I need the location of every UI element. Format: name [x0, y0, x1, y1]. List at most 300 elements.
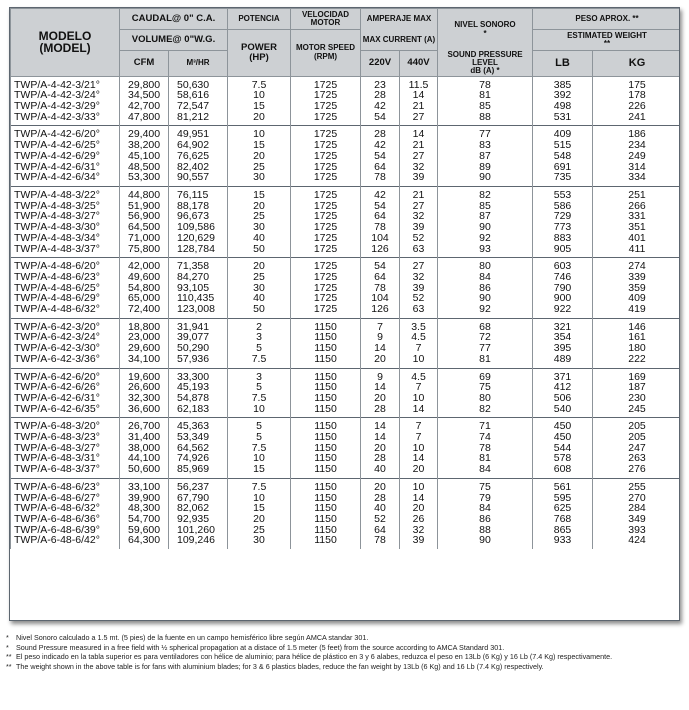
- hp-cell: 15: [228, 464, 291, 478]
- estimated-weight-mark: **: [603, 39, 611, 48]
- model-cell: TWP/A-6-48-6/23°: [11, 478, 120, 492]
- footnote-mark: **: [6, 652, 12, 662]
- amp-220-cell: 126: [361, 304, 400, 318]
- hp-cell: 3: [228, 368, 291, 382]
- weight-lb-cell: 773: [533, 222, 593, 233]
- model-cell: TWP/A-4-48-3/34°: [11, 233, 120, 244]
- table-row: [11, 318, 681, 332]
- model-label: (MODEL): [39, 41, 91, 56]
- amp-440-cell: 14: [400, 126, 438, 140]
- weight-kg-cell: 411: [593, 244, 680, 258]
- amp-440-cell: 4.5: [400, 368, 438, 382]
- table-row: [11, 283, 681, 294]
- model-cell: TWP/A-4-42-3/21°: [11, 76, 120, 90]
- rpm-cell: 1150: [291, 432, 361, 443]
- amp-220-cell: 64: [361, 272, 400, 283]
- model-cell: TWP/A-4-48-6/29°: [11, 293, 120, 304]
- amp-440-cell: 26: [400, 514, 438, 525]
- m3hr-cell: 96,673: [169, 211, 228, 222]
- cfm-cell: 56,900: [120, 211, 169, 222]
- amp-440-cell: 7: [400, 343, 438, 354]
- table-row: [11, 432, 681, 443]
- amp-220-cell: 78: [361, 222, 400, 233]
- fan-spec-table: [10, 8, 680, 549]
- hp-cell: 5: [228, 382, 291, 393]
- rpm-cell: 1150: [291, 404, 361, 418]
- sound-cell: 84: [438, 272, 533, 283]
- m3hr-cell: 76,625: [169, 151, 228, 162]
- rpm-cell: 1725: [291, 201, 361, 212]
- hp-cell: 7.5: [228, 393, 291, 404]
- table-row: [11, 172, 681, 186]
- rpm-cell: 1725: [291, 233, 361, 244]
- weight-lb-cell: 578: [533, 453, 593, 464]
- rpm-cell: 1150: [291, 318, 361, 332]
- hp-cell: 5: [228, 418, 291, 432]
- cfm-cell: 29,600: [120, 343, 169, 354]
- table-row: [11, 201, 681, 212]
- table-row: [11, 244, 681, 258]
- footnote-mark: **: [6, 661, 12, 671]
- amp-220-cell: 64: [361, 211, 400, 222]
- sound-cell: 86: [438, 514, 533, 525]
- m3hr-cell: 39,077: [169, 332, 228, 343]
- amp-220-cell: 54: [361, 151, 400, 162]
- sound-cell: 77: [438, 343, 533, 354]
- rpm-cell: 1725: [291, 258, 361, 272]
- weight-lb-cell: 922: [533, 304, 593, 318]
- m3hr-cell: 74,926: [169, 453, 228, 464]
- sound-cell: 77: [438, 126, 533, 140]
- cfm-cell: 48,300: [120, 503, 169, 514]
- amp-440-cell: 20: [400, 503, 438, 514]
- cfm-header: CFM: [120, 51, 169, 77]
- model-header: [11, 9, 120, 77]
- m3hr-cell: 58,616: [169, 90, 228, 101]
- hp-cell: 25: [228, 211, 291, 222]
- weight-kg-cell: 334: [593, 172, 680, 186]
- cfm-cell: 71,000: [120, 233, 169, 244]
- weight-lb-cell: 395: [533, 343, 593, 354]
- rpm-label: (RPM): [313, 51, 338, 61]
- cfm-cell: 29,800: [120, 76, 169, 90]
- weight-lb-cell: 691: [533, 162, 593, 173]
- weight-lb-cell: 412: [533, 382, 593, 393]
- rpm-cell: 1150: [291, 354, 361, 368]
- model-cell: TWP/A-6-42-6/26°: [11, 382, 120, 393]
- sound-cell: 69: [438, 368, 533, 382]
- sound-cell: 87: [438, 151, 533, 162]
- sound-cell: 78: [438, 76, 533, 90]
- weight-lb-cell: 561: [533, 478, 593, 492]
- weight-kg-cell: 247: [593, 443, 680, 454]
- cfm-cell: 23,000: [120, 332, 169, 343]
- weight-lb-cell: 506: [533, 393, 593, 404]
- amp-440-cell: 14: [400, 493, 438, 504]
- amp-220-cell: 104: [361, 293, 400, 304]
- sound-cell: 81: [438, 453, 533, 464]
- model-cell: TWP/A-4-48-6/20°: [11, 258, 120, 272]
- rpm-cell: 1150: [291, 443, 361, 454]
- motor-speed-header: [291, 30, 361, 77]
- table-row: [11, 272, 681, 283]
- m3hr-cell: 76,115: [169, 187, 228, 201]
- table-row: [11, 332, 681, 343]
- footnote-mark: *: [6, 633, 9, 642]
- cfm-cell: 31,400: [120, 432, 169, 443]
- model-cell: TWP/A-4-48-6/32°: [11, 304, 120, 318]
- weight-kg-cell: 251: [593, 187, 680, 201]
- weight-kg-cell: 205: [593, 418, 680, 432]
- cfm-cell: 50,600: [120, 464, 169, 478]
- cfm-cell: 48,500: [120, 162, 169, 173]
- cfm-cell: 44,100: [120, 453, 169, 464]
- footnote-text: Sound Pressure measured in a free field with ½ spherical propagation at a distace of 1.5 meter (5 feet) from the source according to AMCA Standard 301.: [16, 642, 505, 652]
- rpm-cell: 1725: [291, 172, 361, 186]
- rpm-cell: 1150: [291, 525, 361, 536]
- amp-440-cell: 10: [400, 354, 438, 368]
- model-cell: TWP/A-6-48-6/27°: [11, 493, 120, 504]
- cfm-cell: 72,400: [120, 304, 169, 318]
- velocidad-header: VELOCIDAD MOTOR: [291, 9, 361, 30]
- rpm-cell: 1150: [291, 368, 361, 382]
- table-row: [11, 368, 681, 382]
- hp-cell: 7.5: [228, 354, 291, 368]
- volume-header: VOLUME@ 0"W.G.: [120, 30, 228, 51]
- amp-220-cell: 78: [361, 172, 400, 186]
- rpm-cell: 1725: [291, 304, 361, 318]
- amp-440-cell: 27: [400, 112, 438, 126]
- hp-label: (HP): [249, 51, 269, 63]
- rpm-cell: 1150: [291, 343, 361, 354]
- cfm-cell: 75,800: [120, 244, 169, 258]
- m3hr-cell: 64,902: [169, 140, 228, 151]
- hp-cell: 25: [228, 272, 291, 283]
- amp-440-cell: 39: [400, 535, 438, 549]
- table-row: [11, 503, 681, 514]
- table-row: [11, 535, 681, 549]
- amp-440-cell: 27: [400, 258, 438, 272]
- weight-lb-cell: 409: [533, 126, 593, 140]
- amp-220-cell: 40: [361, 503, 400, 514]
- table-row: [11, 393, 681, 404]
- weight-kg-cell: 230: [593, 393, 680, 404]
- cfm-cell: 54,800: [120, 283, 169, 294]
- sound-cell: 85: [438, 201, 533, 212]
- model-cell: TWP/A-6-48-3/20°: [11, 418, 120, 432]
- model-cell: TWP/A-4-42-6/34°: [11, 172, 120, 186]
- m3hr-cell: 53,349: [169, 432, 228, 443]
- amp-440-cell: 63: [400, 244, 438, 258]
- hp-cell: 10: [228, 453, 291, 464]
- cfm-cell: 47,800: [120, 112, 169, 126]
- potencia-header: POTENCIA: [228, 9, 291, 30]
- v440-header: 440V: [400, 51, 438, 77]
- sound-cell: 90: [438, 535, 533, 549]
- cfm-cell: 34,500: [120, 90, 169, 101]
- weight-lb-cell: 625: [533, 503, 593, 514]
- rpm-cell: 1725: [291, 222, 361, 233]
- table-row: [11, 478, 681, 492]
- amp-440-cell: 14: [400, 453, 438, 464]
- sound-cell: 86: [438, 283, 533, 294]
- weight-lb-cell: 544: [533, 443, 593, 454]
- power-label: POWER: [241, 41, 277, 53]
- amp-440-cell: 10: [400, 393, 438, 404]
- kg-header: KG: [593, 51, 680, 77]
- weight-lb-cell: 385: [533, 76, 593, 90]
- estimated-weight-label: ESTIMATED WEIGHT: [567, 30, 647, 40]
- hp-cell: 20: [228, 112, 291, 126]
- hp-cell: 30: [228, 222, 291, 233]
- rpm-cell: 1150: [291, 453, 361, 464]
- model-cell: TWP/A-4-42-6/20°: [11, 126, 120, 140]
- weight-kg-cell: 245: [593, 404, 680, 418]
- m3hr-cell: 50,290: [169, 343, 228, 354]
- weight-kg-cell: 186: [593, 126, 680, 140]
- m3hr-cell: 45,363: [169, 418, 228, 432]
- rpm-cell: 1150: [291, 514, 361, 525]
- m3hr-cell: 71,358: [169, 258, 228, 272]
- weight-lb-cell: 531: [533, 112, 593, 126]
- amp-440-cell: 27: [400, 201, 438, 212]
- amp-220-cell: 126: [361, 244, 400, 258]
- weight-lb-cell: 498: [533, 101, 593, 112]
- weight-lb-cell: 933: [533, 535, 593, 549]
- sound-cell: 90: [438, 172, 533, 186]
- hp-cell: 30: [228, 172, 291, 186]
- estimated-weight-header: [533, 30, 680, 51]
- table-row: [11, 304, 681, 318]
- cfm-cell: 26,600: [120, 382, 169, 393]
- max-current-header: MAX CURRENT (A): [361, 30, 438, 51]
- weight-lb-cell: 392: [533, 90, 593, 101]
- weight-lb-cell: 729: [533, 211, 593, 222]
- amp-220-cell: 78: [361, 535, 400, 549]
- amp-220-cell: 28: [361, 453, 400, 464]
- footnote-text: Nivel Sonoro calculado a 1.5 mt. (5 pies) de la fuente en un campo hemisférico libre según AMCA standar 301.: [16, 633, 369, 642]
- weight-lb-cell: 515: [533, 140, 593, 151]
- amp-220-cell: 14: [361, 343, 400, 354]
- model-cell: TWP/A-4-48-6/23°: [11, 272, 120, 283]
- amp-220-cell: 14: [361, 382, 400, 393]
- m3hr-cell: 123,008: [169, 304, 228, 318]
- m3hr-cell: 110,435: [169, 293, 228, 304]
- weight-kg-cell: 161: [593, 332, 680, 343]
- cfm-cell: 29,400: [120, 126, 169, 140]
- model-cell: TWP/A-6-48-3/27°: [11, 443, 120, 454]
- rpm-cell: 1725: [291, 140, 361, 151]
- amp-220-cell: 64: [361, 525, 400, 536]
- hp-cell: 25: [228, 162, 291, 173]
- amp-220-cell: 28: [361, 493, 400, 504]
- weight-kg-cell: 178: [593, 90, 680, 101]
- hp-cell: 20: [228, 258, 291, 272]
- rpm-cell: 1725: [291, 293, 361, 304]
- model-cell: TWP/A-6-48-6/36°: [11, 514, 120, 525]
- weight-kg-cell: 284: [593, 503, 680, 514]
- weight-lb-cell: 595: [533, 493, 593, 504]
- cfm-cell: 64,300: [120, 535, 169, 549]
- cfm-cell: 32,300: [120, 393, 169, 404]
- rpm-cell: 1725: [291, 187, 361, 201]
- model-cell: TWP/A-4-42-6/31°: [11, 162, 120, 173]
- hp-cell: 10: [228, 404, 291, 418]
- amp-220-cell: 7: [361, 318, 400, 332]
- m3hr-cell: 101,260: [169, 525, 228, 536]
- model-cell: TWP/A-4-48-3/30°: [11, 222, 120, 233]
- sound-cell: 79: [438, 493, 533, 504]
- table-row: [11, 112, 681, 126]
- cfm-cell: 54,700: [120, 514, 169, 525]
- sound-cell: 88: [438, 525, 533, 536]
- m3hr-cell: 109,246: [169, 535, 228, 549]
- weight-kg-cell: 226: [593, 101, 680, 112]
- m3hr-cell: 88,178: [169, 201, 228, 212]
- sound-cell: 93: [438, 244, 533, 258]
- rpm-cell: 1150: [291, 535, 361, 549]
- table-row: [11, 222, 681, 233]
- sound-cell: 89: [438, 162, 533, 173]
- cfm-cell: 26,700: [120, 418, 169, 432]
- weight-kg-cell: 314: [593, 162, 680, 173]
- weight-kg-cell: 187: [593, 382, 680, 393]
- amp-220-cell: 28: [361, 90, 400, 101]
- amp-440-cell: 20: [400, 464, 438, 478]
- weight-kg-cell: 419: [593, 304, 680, 318]
- lb-header: LB: [533, 51, 593, 77]
- m3hr-cell: 128,784: [169, 244, 228, 258]
- amp-440-cell: 39: [400, 172, 438, 186]
- table-row: [11, 464, 681, 478]
- weight-lb-cell: 321: [533, 318, 593, 332]
- hp-cell: 30: [228, 535, 291, 549]
- hp-cell: 40: [228, 233, 291, 244]
- rpm-cell: 1725: [291, 126, 361, 140]
- m3hr-cell: 82,062: [169, 503, 228, 514]
- cfm-cell: 64,500: [120, 222, 169, 233]
- weight-kg-cell: 146: [593, 318, 680, 332]
- m3hr-cell: 82,402: [169, 162, 228, 173]
- amp-220-cell: 54: [361, 112, 400, 126]
- hp-cell: 30: [228, 283, 291, 294]
- m3hr-cell: 45,193: [169, 382, 228, 393]
- model-cell: TWP/A-6-42-3/24°: [11, 332, 120, 343]
- hp-cell: 15: [228, 503, 291, 514]
- sound-pressure-label: SOUND PRESSURE LEVEL: [447, 49, 523, 67]
- amp-440-cell: 32: [400, 211, 438, 222]
- hp-cell: 2: [228, 318, 291, 332]
- m3hr-cell: 49,951: [169, 126, 228, 140]
- amp-440-cell: 7: [400, 432, 438, 443]
- cfm-cell: 51,900: [120, 201, 169, 212]
- rpm-cell: 1725: [291, 211, 361, 222]
- weight-kg-cell: 393: [593, 525, 680, 536]
- amp-440-cell: 14: [400, 90, 438, 101]
- weight-lb-cell: 371: [533, 368, 593, 382]
- hp-cell: 5: [228, 432, 291, 443]
- table-row: [11, 76, 681, 90]
- m3hr-cell: 72,547: [169, 101, 228, 112]
- sound-cell: 78: [438, 443, 533, 454]
- weight-lb-cell: 586: [533, 201, 593, 212]
- hp-cell: 20: [228, 201, 291, 212]
- amp-220-cell: 54: [361, 201, 400, 212]
- weight-kg-cell: 349: [593, 514, 680, 525]
- amp-220-cell: 28: [361, 404, 400, 418]
- amp-220-cell: 14: [361, 418, 400, 432]
- footnote: [6, 652, 682, 662]
- hp-cell: 10: [228, 126, 291, 140]
- rpm-cell: 1725: [291, 90, 361, 101]
- weight-kg-cell: 331: [593, 211, 680, 222]
- table-row: [11, 151, 681, 162]
- weight-lb-cell: 450: [533, 418, 593, 432]
- m3hr-cell: 56,237: [169, 478, 228, 492]
- sound-cell: 84: [438, 464, 533, 478]
- weight-lb-cell: 553: [533, 187, 593, 201]
- model-cell: TWP/A-4-42-6/25°: [11, 140, 120, 151]
- sound-cell: 83: [438, 140, 533, 151]
- weight-kg-cell: 255: [593, 478, 680, 492]
- hp-cell: 7.5: [228, 443, 291, 454]
- table-row: [11, 162, 681, 173]
- table-row: [11, 525, 681, 536]
- weight-kg-cell: 222: [593, 354, 680, 368]
- amp-220-cell: 28: [361, 126, 400, 140]
- table-row: [11, 443, 681, 454]
- sound-cell: 80: [438, 393, 533, 404]
- m3hr-cell: 84,270: [169, 272, 228, 283]
- model-cell: TWP/A-4-48-3/25°: [11, 201, 120, 212]
- amp-220-cell: 42: [361, 101, 400, 112]
- model-cell: TWP/A-4-42-3/29°: [11, 101, 120, 112]
- weight-lb-cell: 735: [533, 172, 593, 186]
- peso-header: PESO APROX. **: [533, 9, 680, 30]
- rpm-cell: 1725: [291, 272, 361, 283]
- sound-cell: 81: [438, 354, 533, 368]
- amp-220-cell: 23: [361, 76, 400, 90]
- amp-440-cell: 21: [400, 187, 438, 201]
- weight-kg-cell: 351: [593, 222, 680, 233]
- hp-cell: 25: [228, 525, 291, 536]
- cfm-cell: 49,600: [120, 272, 169, 283]
- weight-kg-cell: 359: [593, 283, 680, 294]
- weight-kg-cell: 205: [593, 432, 680, 443]
- amp-440-cell: 52: [400, 233, 438, 244]
- weight-kg-cell: 180: [593, 343, 680, 354]
- weight-lb-cell: 450: [533, 432, 593, 443]
- weight-kg-cell: 263: [593, 453, 680, 464]
- amp-220-cell: 9: [361, 368, 400, 382]
- rpm-cell: 1150: [291, 418, 361, 432]
- cfm-cell: 38,200: [120, 140, 169, 151]
- sound-cell: 68: [438, 318, 533, 332]
- weight-kg-cell: 249: [593, 151, 680, 162]
- nivel-header: [438, 9, 533, 51]
- weight-kg-cell: 274: [593, 258, 680, 272]
- footnotes: [6, 633, 682, 671]
- amp-440-cell: 10: [400, 478, 438, 492]
- sound-cell: 90: [438, 222, 533, 233]
- table-row: [11, 140, 681, 151]
- weight-lb-cell: 790: [533, 283, 593, 294]
- amp-440-cell: 32: [400, 272, 438, 283]
- table-body: [11, 76, 681, 549]
- amp-220-cell: 42: [361, 187, 400, 201]
- sound-cell: 75: [438, 478, 533, 492]
- amp-440-cell: 10: [400, 443, 438, 454]
